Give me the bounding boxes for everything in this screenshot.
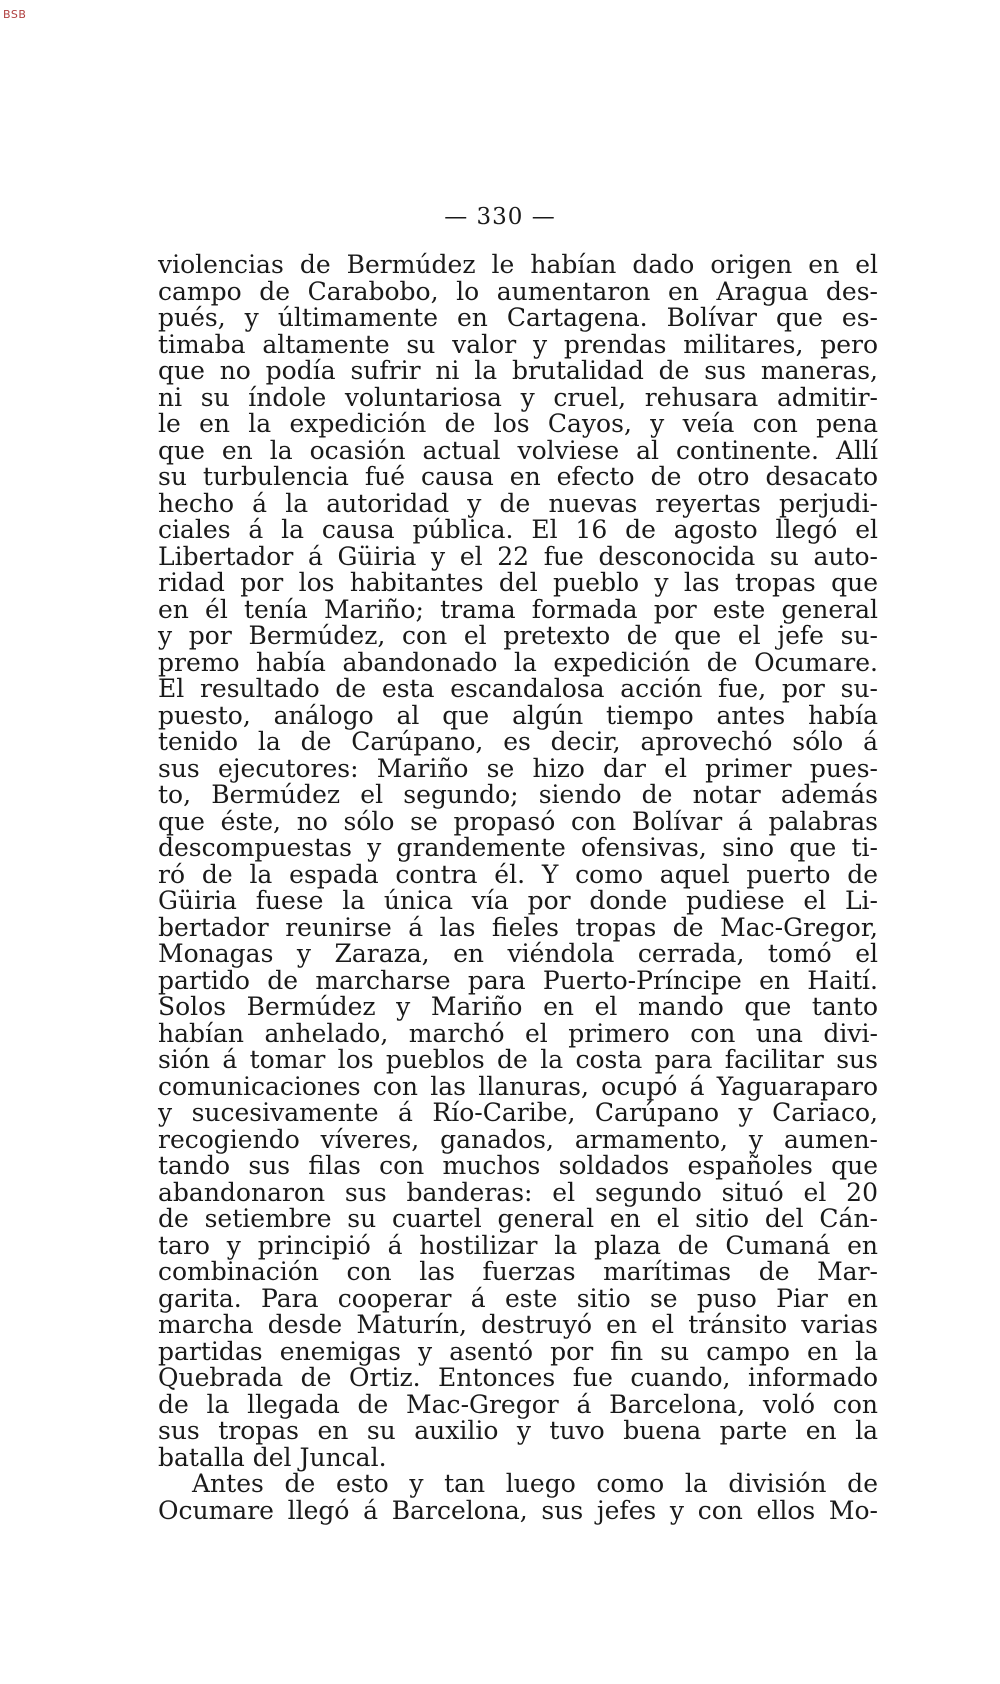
text-line: ridad por los habitantes del pueblo y las tropas que [158, 568, 878, 597]
text-line: en él tenía Mariño; trama formada por este general [158, 594, 878, 624]
text-line: su turbulencia fué causa en efecto de otro desacato [158, 462, 878, 491]
text-line: sus tropas en su auxilio y tuvo buena parte en la [158, 1416, 878, 1445]
text-line: taro y principió á hostilizar la plaza de Cumaná en [158, 1230, 878, 1260]
text-line: comunicaciones con las llanuras, ocupó á Yaguaraparo [158, 1071, 878, 1101]
text-line: ni su índole voluntariosa y cruel, rehusara admitir- [158, 382, 878, 412]
text-line: que éste, no sólo se propasó con Bolívar á palabras [158, 806, 878, 836]
text-line: que no podía sufrir ni la brutalidad de sus maneras, [158, 356, 878, 385]
page-number: — 330 — [444, 204, 556, 230]
library-stamp: BSB [3, 8, 27, 21]
paragraph-end-line: batalla del Juncal. [158, 1442, 387, 1472]
text-line: Libertador á Güiria y el 22 fue desconocida su auto- [158, 541, 878, 571]
text-line: pués, y últimamente en Cartagena. Bolívar que es- [158, 303, 878, 332]
text-line: Quebrada de Ortiz. Entonces fue cuando, informado [158, 1363, 878, 1392]
text-line: marcha desde Maturín, destruyó en el tránsito varias [158, 1310, 878, 1339]
text-line: le en la expedición de los Cayos, y veía con pena [158, 409, 878, 438]
text-line: ró de la espada contra él. Y como aquel puerto de [158, 859, 878, 889]
text-line: puesto, análogo al que algún tiempo antes había [158, 700, 878, 730]
text-line: descompuestas y grandemente ofensivas, sino que ti- [158, 833, 878, 862]
text-line: timaba altamente su valor y prendas militares, pero [158, 329, 878, 359]
text-line: sus ejecutores: Mariño se hizo dar el primer pues- [158, 753, 878, 783]
text-line: violencias de Bermúdez le habían dado origen en el [158, 250, 878, 279]
text-line: campo de Carabobo, lo aumentaron en Aragua des- [158, 276, 878, 306]
text-line: recogiendo víveres, ganados, armamento, y aumen- [158, 1124, 878, 1154]
text-line: de la llegada de Mac-Gregor á Barcelona, voló con [158, 1389, 878, 1419]
paragraph-start-line: Antes de esto y tan luego como la división de [192, 1469, 878, 1498]
text-line: sión á tomar los pueblos de la costa para facilitar sus [158, 1045, 878, 1074]
text-line: tenido la de Carúpano, es decir, aprovechó sólo á [158, 727, 878, 756]
text-line: y por Bermúdez, con el pretexto de que el jefe su- [158, 621, 878, 650]
text-line: abandonaron sus banderas: el segundo situó el 20 [158, 1177, 878, 1207]
text-line: que en la ocasión actual volviese al continente. Allí [158, 435, 878, 465]
text-line: tando sus filas con muchos soldados españoles que [158, 1151, 878, 1180]
text-line: habían anhelado, marchó el primero con una divi- [158, 1018, 878, 1048]
text-line: ciales á la causa pública. El 16 de agosto llegó el [158, 515, 878, 544]
text-line: garita. Para cooperar á este sitio se puso Piar en [158, 1283, 878, 1313]
text-line: hecho á la autoridad y de nuevas reyertas perjudi- [158, 488, 878, 518]
text-line: Ocumare llegó á Barcelona, sus jefes y con ellos Mo- [158, 1495, 878, 1525]
text-line: Solos Bermúdez y Mariño en el mando que tanto [158, 992, 878, 1021]
text-line: partido de marcharse para Puerto-Príncipe en Haití. [158, 965, 878, 995]
text-line: Monagas y Zaraza, en viéndola cerrada, tomó el [158, 939, 878, 968]
text-line: de setiembre su cuartel general en el sitio del Cán- [158, 1204, 878, 1233]
text-line: Güiria fuese la única vía por donde pudiese el Li- [158, 886, 878, 915]
text-line: El resultado de esta escandalosa acción fue, por su- [158, 674, 878, 703]
text-line: partidas enemigas y asentó por fin su campo en la [158, 1336, 878, 1366]
text-line: combinación con las fuerzas marítimas de Mar- [158, 1257, 878, 1286]
text-line: y sucesivamente á Río-Caribe, Carúpano y Cariaco, [158, 1098, 878, 1127]
text-line: bertador reunirse á las fieles tropas de Mac-Gregor, [158, 912, 878, 942]
text-line: premo había abandonado la expedición de Ocumare. [158, 647, 878, 677]
text-line: to, Bermúdez el segundo; siendo de notar además [158, 780, 878, 809]
body-text [158, 252, 878, 1524]
